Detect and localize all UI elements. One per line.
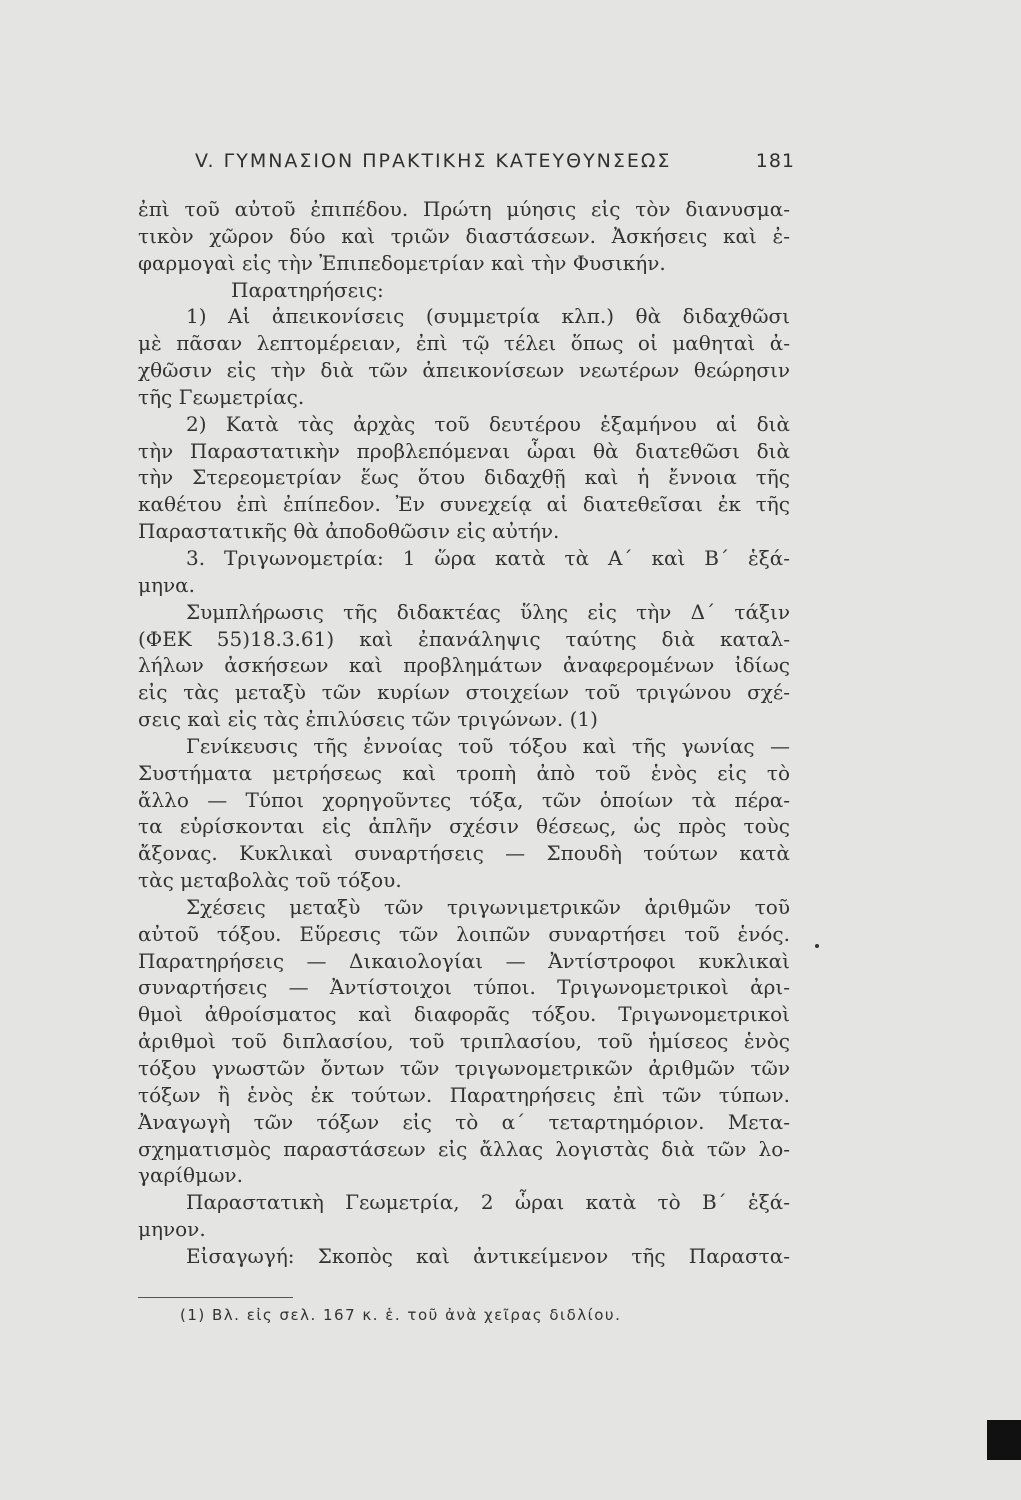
text-line: Παρατηρήσεις — Δικαιολογίαι — Ἀντίστροφοι κυκλικαὶ xyxy=(138,948,790,973)
footnote-rule xyxy=(138,1297,293,1298)
text-line: τικὸν χῶρον δύο καὶ τριῶν διαστάσεων. Ἀσκήσεις καὶ ἐ- xyxy=(138,223,790,248)
text-line: μὲ πᾶσαν λεπτομέρειαν, ἐπὶ τῷ τέλει ὅπως οἱ μαθηταὶ ἀ- xyxy=(138,331,790,356)
text-line: 2) Κατὰ τὰς ἀρχὰς τοῦ δευτέρου ἑξαμήνου αἱ διὰ xyxy=(186,411,790,436)
text-line: Παραστατικὴ Γεωμετρία, 2 ὧραι κατὰ τὸ Β΄ ἑξά- xyxy=(186,1190,790,1215)
text-line: χθῶσιν εἰς τὴν διὰ τῶν ἀπεικονίσεων νεωτέρων θεώρησιν xyxy=(138,358,790,383)
footnote: (1) Βλ. εἰς σελ. 167 κ. ἑ. τοῦ ἀνὰ χεῖρας διδλίου. xyxy=(180,1306,622,1324)
text-line: φαρμογαὶ εἰς τὴν Ἐπιπεδομετρίαν καὶ τὴν Φυσικήν. xyxy=(138,250,666,275)
text-line: Εἰσαγωγή: Σκοπὸς καὶ ἀντικείμενον τῆς Παραστα- xyxy=(186,1243,790,1268)
text-line: Παραστατικῆς θὰ ἀποδοθῶσιν εἰς αὐτήν. xyxy=(138,519,560,544)
text-line: σχηματισμὸς παραστάσεων εἰς ἄλλας λογιστὰς διὰ τῶν λο- xyxy=(138,1136,790,1161)
margin-dot xyxy=(815,944,819,948)
text-line: Παρατηρήσεις: xyxy=(231,277,384,302)
text-line: εἰς τὰς μεταξὺ τῶν κυρίων στοιχείων τοῦ τριγώνου σχέ- xyxy=(138,680,790,705)
text-line: τῆς Γεωμετρίας. xyxy=(138,384,305,409)
text-line: Συμπλήρωσις τῆς διδακτέας ὕλης εἰς τὴν Δ΄ τάξιν xyxy=(186,599,790,624)
text-line: Σχέσεις μεταξὺ τῶν τριγωνιμετρικῶν ἀριθμῶν τοῦ xyxy=(186,894,790,919)
text-line: Γενίκευσις τῆς ἐννοίας τοῦ τόξου καὶ τῆς γωνίας — xyxy=(186,733,790,758)
text-line: τὰς μεταβολὰς τοῦ τόξου. xyxy=(138,868,402,893)
text-line: τόξων ἢ ἑνὸς ἐκ τούτων. Παρατηρήσεις ἐπὶ τῶν τύπων. xyxy=(138,1082,790,1107)
text-line: Ἀναγωγὴ τῶν τόξων εἰς τὸ α΄ τεταρτημόριον. Μετα- xyxy=(138,1109,790,1134)
running-header xyxy=(195,150,795,172)
page-number: 181 xyxy=(755,150,795,172)
text-line: τὴν Παραστατικὴν προβλεπόμεναι ὧραι θὰ διατεθῶσι διὰ xyxy=(138,438,790,463)
text-line: σεις καὶ εἰς τὰς ἐπιλύσεις τῶν τριγώνων. (1) xyxy=(138,707,598,732)
scan-edge-mark xyxy=(987,1420,1021,1460)
text-line: καθέτου ἐπὶ ἐπίπεδον. Ἐν συνεχείᾳ αἱ διατεθεῖσαι ἐκ τῆς xyxy=(138,492,790,517)
text-line: γαρίθμων. xyxy=(138,1163,243,1188)
text-line: (ΦΕΚ 55)18.3.61) καὶ ἐπανάληψις ταύτης διὰ καταλ- xyxy=(138,626,790,651)
text-line: ἄξονας. Κυκλικαὶ συναρτήσεις — Σπουδὴ τούτων κατὰ xyxy=(138,841,790,866)
text-line: λήλων ἀσκήσεων καὶ προβλημάτων ἀναφερομένων ἰδίως xyxy=(138,653,790,678)
text-line: 1) Αἱ ἀπεικονίσεις (συμμετρία κλπ.) θὰ διδαχθῶσι xyxy=(186,304,790,329)
text-line: 3. Τριγωνομετρία: 1 ὥρα κατὰ τὰ Α΄ καὶ Β΄ ἑξά- xyxy=(186,545,790,570)
text-line: τόξου γνωστῶν ὄντων τῶν τριγωνομετρικῶν ἀριθμῶν τῶν xyxy=(138,1056,790,1080)
text-line: Συστήματα μετρήσεως καὶ τροπὴ ἀπὸ τοῦ ἑνὸς εἰς τὸ xyxy=(138,760,790,785)
text-line: θμοὶ ἀθροίσματος καὶ διαφορᾶς τόξου. Τριγωνομετρικοὶ xyxy=(138,1002,790,1027)
text-line: μηνον. xyxy=(138,1217,206,1242)
body-text xyxy=(138,196,790,1270)
text-line: ἐπὶ τοῦ αὐτοῦ ἐπιπέδου. Πρώτη μύησις εἰς τὸν διανυσμα- xyxy=(138,197,790,221)
running-title: V. ΓΥΜΝΑΣΙΟΝ ΠΡΑΚΤΙΚΗΣ ΚΑΤΕΥΘΥΝΣΕΩΣ xyxy=(195,150,672,172)
text-line: μηνα. xyxy=(138,572,196,597)
text-line: ἀριθμοὶ τοῦ διπλασίου, τοῦ τριπλασίου, τοῦ ἡμίσεος ἑνὸς xyxy=(138,1029,790,1054)
text-line: τὴν Στερεομετρίαν ἕως ὅτου διδαχθῇ καὶ ἡ ἔννοια τῆς xyxy=(138,465,790,490)
text-line: συναρτήσεις — Ἀντίστοιχοι τύποι. Τριγωνομετρικοὶ ἀρι- xyxy=(138,975,790,1000)
text-line: ἄλλο — Τύποι χορηγοῦντες τόξα, τῶν ὁποίων τὰ πέρα- xyxy=(138,787,790,812)
text-line: τα εὑρίσκονται εἰς ἁπλῆν σχέσιν θέσεως, ὡς πρὸς τοὺς xyxy=(138,814,790,839)
text-line: αὐτοῦ τόξου. Εὕρεσις τῶν λοιπῶν συναρτήσει τοῦ ἑνός. xyxy=(138,921,790,946)
